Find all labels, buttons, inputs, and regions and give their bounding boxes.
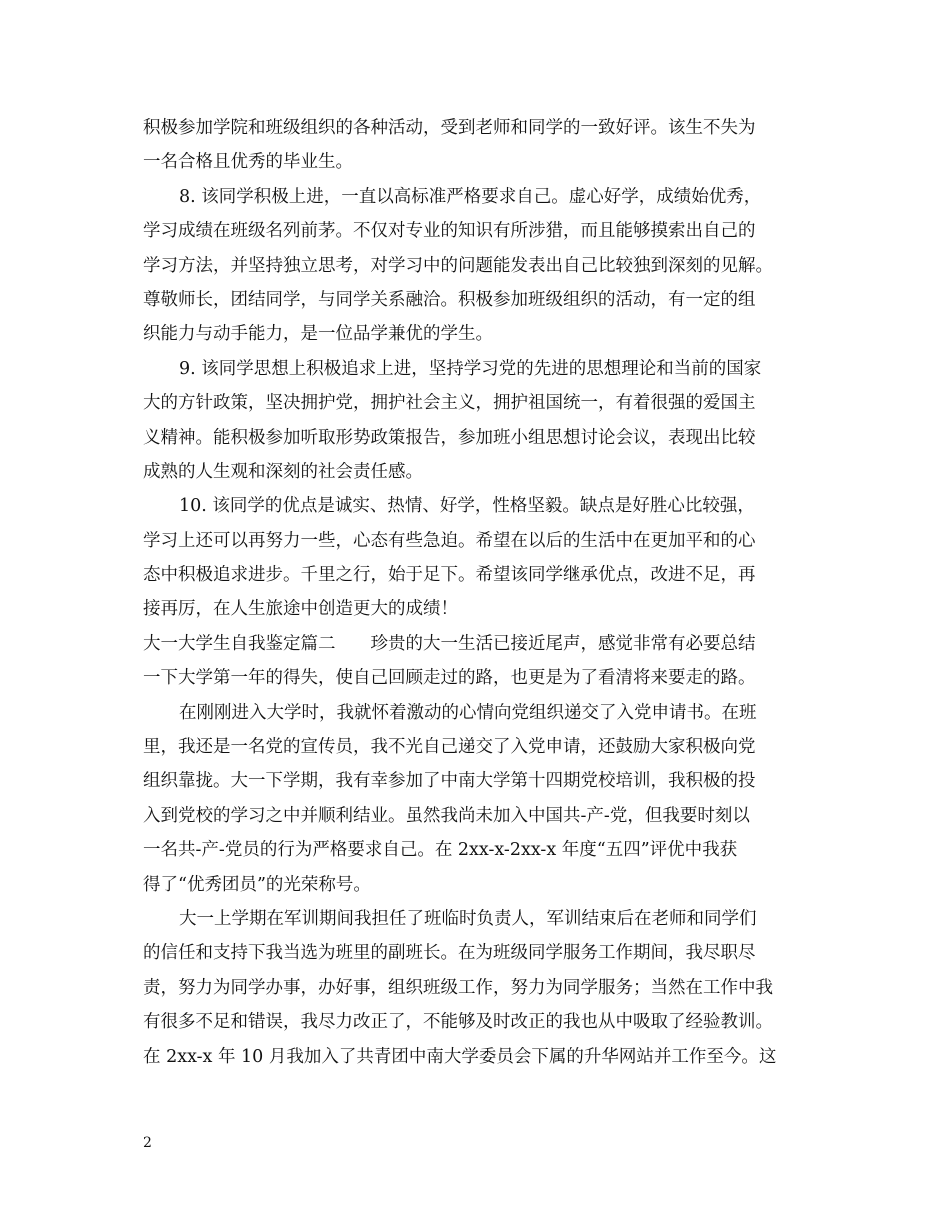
text-line: 大一上学期在军训期间我担任了班临时负责人，军训结束后在老师和同学们	[179, 908, 757, 929]
text-line: 尊敬师长，团结同学，与同学关系融洽。积极参加班级组织的活动，有一定的组	[143, 289, 756, 310]
text-line: 在刚刚进入大学时，我就怀着激动的心情向党组织递交了入党申请书。在班	[179, 702, 757, 723]
text-line: 织能力与动手能力，是一位品学兼优的学生。	[143, 324, 493, 345]
text-line: 一名共-产-党员的行为严格要求自己。在 2xx-x-2xx-x 年度“五四”评优中我获	[143, 840, 738, 861]
text-line: 义精神。能积极参加听取形势政策报告，参加班小组思想讨论会议，表现出比较	[143, 427, 756, 448]
text-line: 大一大学生自我鉴定篇二 珍贵的大一生活已接近尾声，感觉非常有必要总结	[143, 633, 756, 654]
text-line: 的信任和支持下我当选为班里的副班长。在为班级同学服务工作期间，我尽职尽	[143, 943, 756, 964]
text-line: 责，努力为同学办事，办好事，组织班级工作，努力为同学服务；当然在工作中我	[143, 977, 773, 998]
text-line: 入到党校的学习之中并顺利结业。虽然我尚未加入中国共-产-党，但我要时刻以	[143, 805, 750, 826]
text-line: 得了“优秀团员”的光荣称号。	[143, 874, 371, 895]
page-number: 2	[143, 1135, 152, 1151]
text-line: 接再厉，在人生旅途中创造更大的成绩！	[143, 599, 458, 620]
body-text	[143, 111, 813, 1074]
text-line: 学习方法，并坚持独立思考，对学习中的问题能发表出自己比较独到深刻的见解。	[143, 255, 773, 276]
text-line: 9. 该同学思想上积极追求上进，坚持学习党的先进的思想理论和当前的国家	[179, 358, 762, 379]
text-line: 10. 该同学的优点是诚实、热情、好学，性格坚毅。缺点是好胜心比较强，	[179, 496, 755, 517]
text-line: 学习上还可以再努力一些，心态有些急迫。希望在以后的生活中在更加平和的心	[143, 530, 756, 551]
text-line: 里，我还是一名党的宣传员，我不光自己递交了入党申请，还鼓励大家积极向党	[143, 737, 756, 758]
text-line: 积极参加学院和班级组织的各种活动，受到老师和同学的一致好评。该生不失为	[143, 118, 756, 138]
text-line: 组织靠拢。大一下学期，我有幸参加了中南大学第十四期党校培训，我积极的投	[143, 771, 756, 792]
text-line: 成熟的人生观和深刻的社会责任感。	[143, 461, 423, 482]
text-line: 有很多不足和错误，我尽力改正了，不能够及时改正的我也从中吸取了经验教训。	[143, 1012, 773, 1033]
text-line: 一名合格且优秀的毕业生。	[143, 152, 353, 173]
text-line: 大的方针政策，坚决拥护党，拥护社会主义，拥护祖国统一，有着很强的爱国主	[143, 393, 756, 414]
text-line: 学习成绩在班级名列前茅。不仅对专业的知识有所涉猎，而且能够摸索出自己的	[143, 221, 756, 242]
text-line: 态中积极追求进步。千里之行，始于足下。希望该同学继承优点，改进不足，再	[143, 565, 756, 586]
text-line: 8. 该同学积极上进，一直以高标准严格要求自己。虚心好学，成绩始优秀，	[179, 186, 762, 207]
text-line: 在 2xx-x 年 10 月我加入了共青团中南大学委员会下属的升华网站并工作至今。这	[143, 1046, 777, 1067]
text-line: 一下大学第一年的得失，使自己回顾走过的路，也更是为了看清将来要走的路。	[143, 668, 756, 689]
